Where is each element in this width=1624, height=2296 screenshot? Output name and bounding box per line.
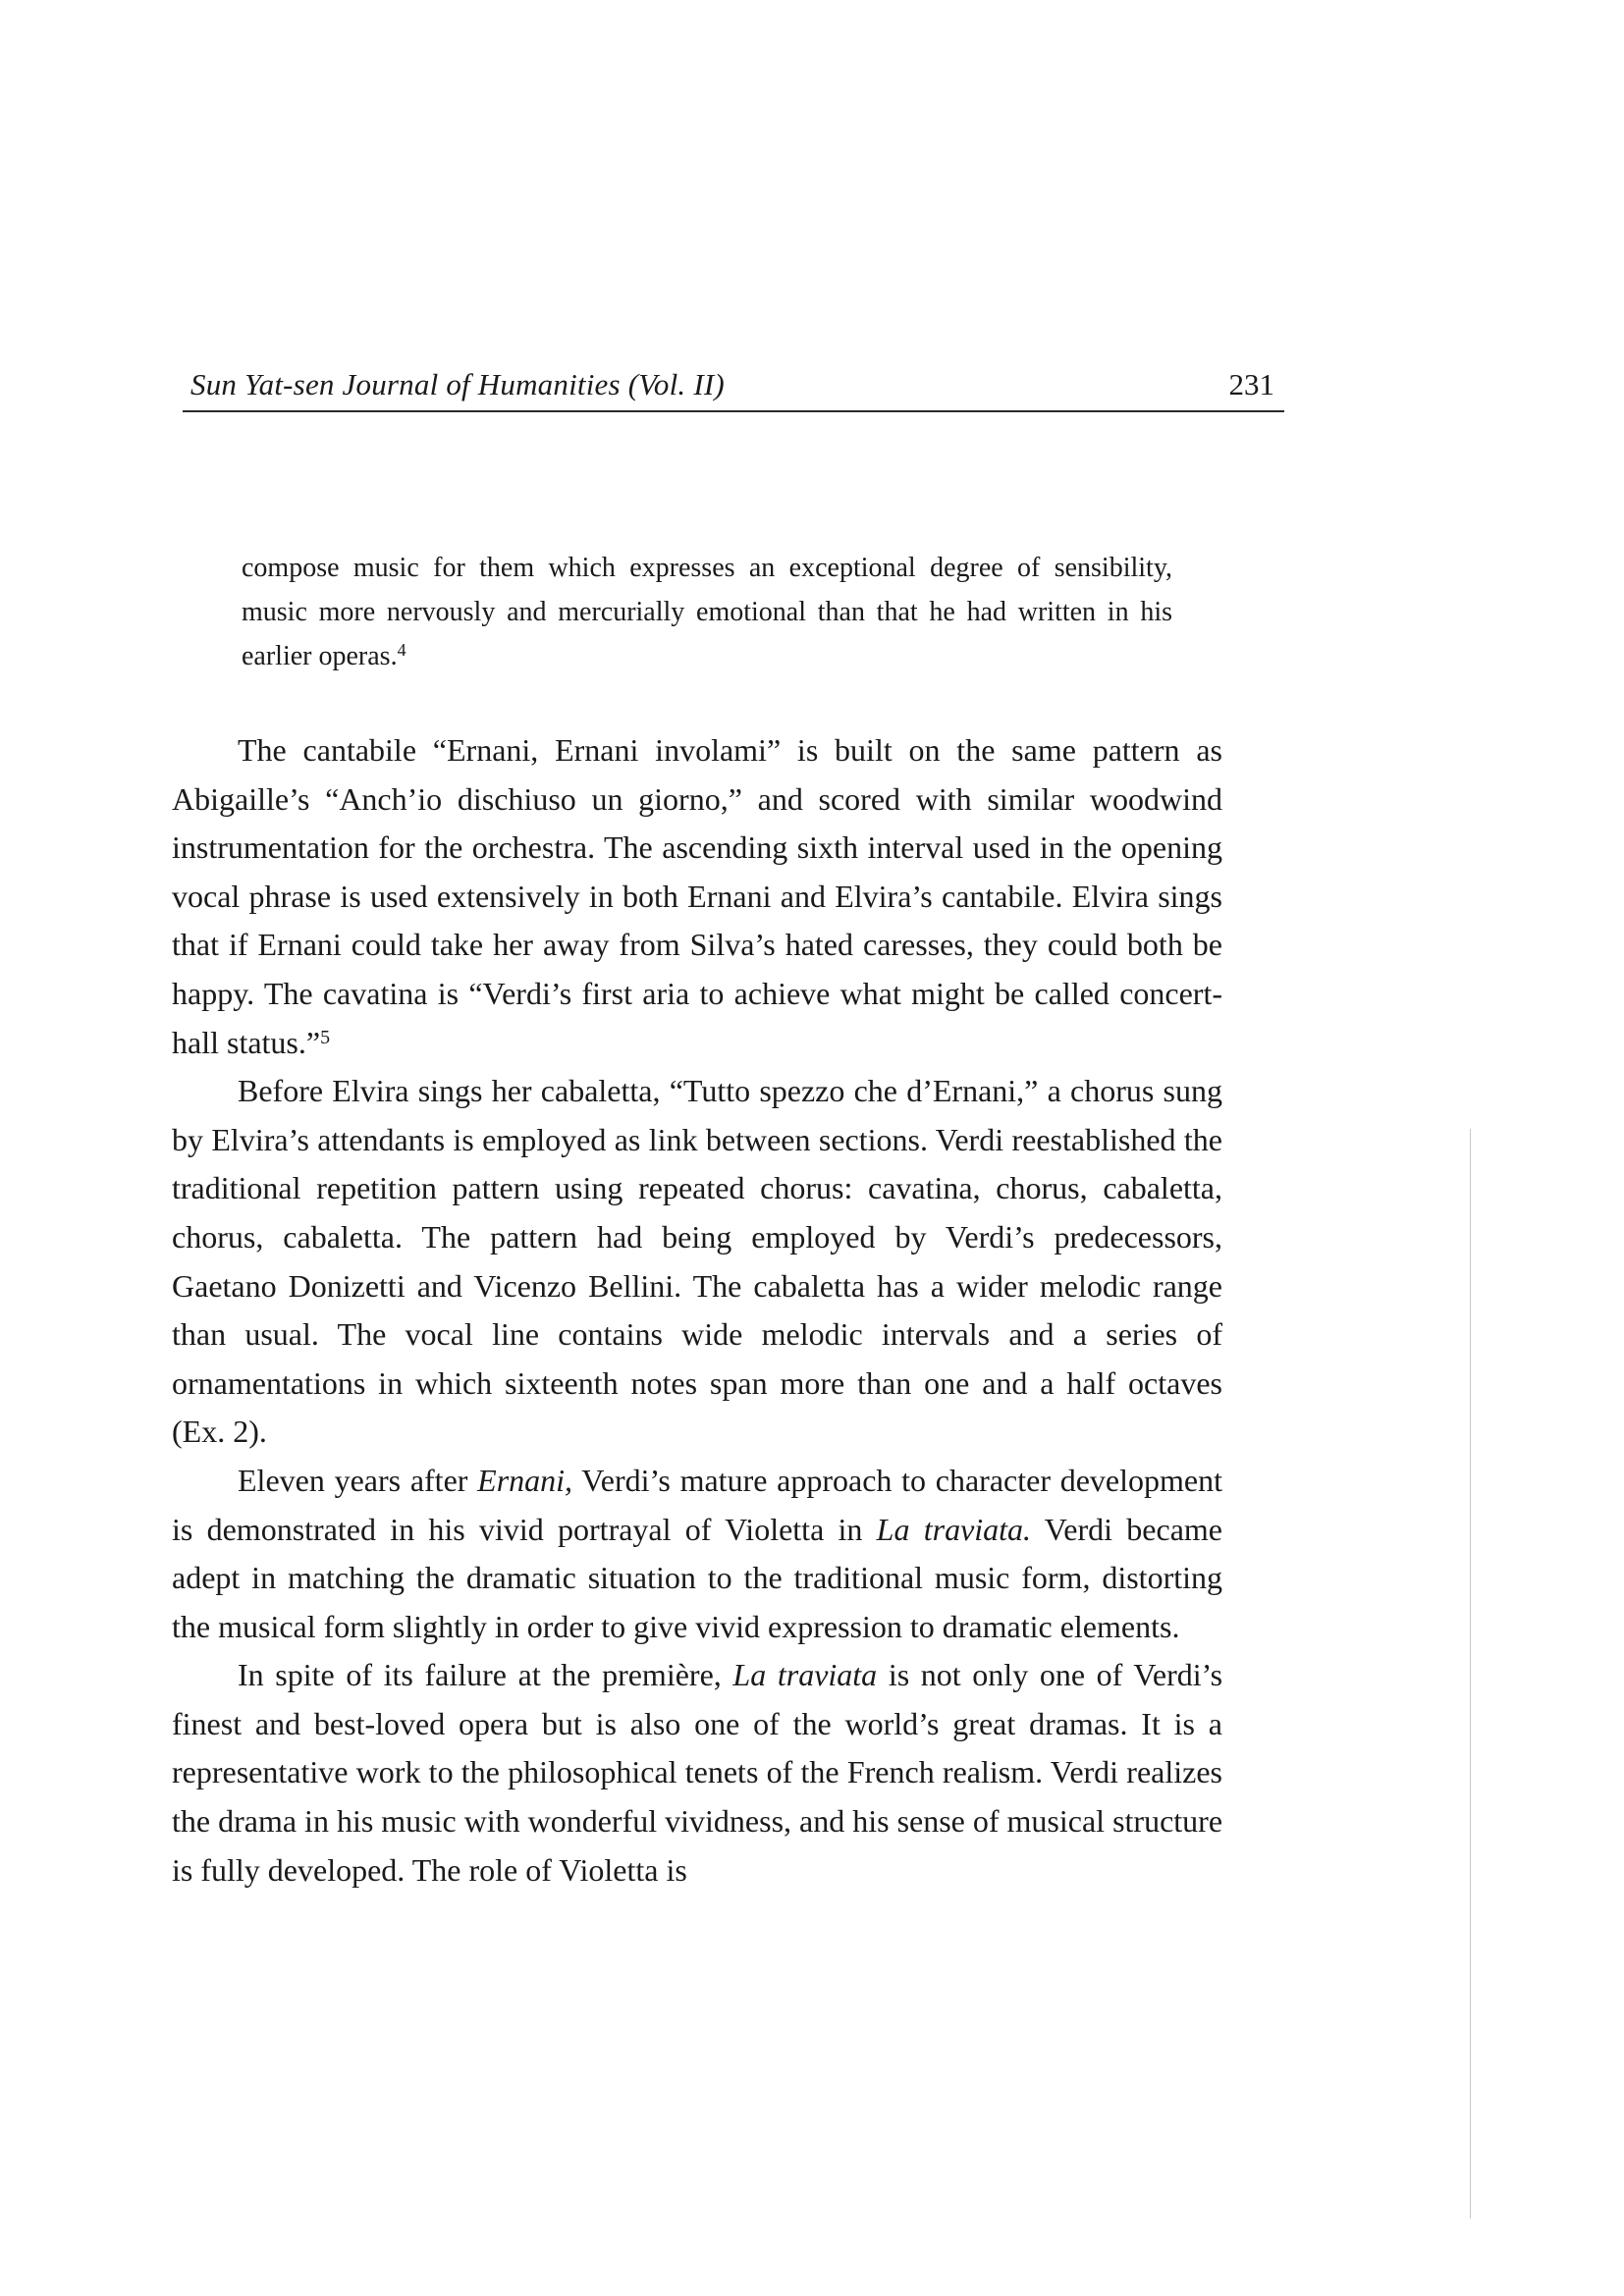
page-header — [183, 361, 1284, 412]
footnote-marker: 4 — [397, 640, 406, 660]
title-italic: Ernani, — [477, 1462, 573, 1498]
paragraph-text: is not only one of Verdi’s finest and best-loved opera but is also one of the world’s great dramas. It is a representative work to the philosophical tenets of the French realism. Verdi realizes the drama in his music with wonderful vividness, and his sense of musical structure is fully developed. The role of Violetta is — [172, 1657, 1223, 1888]
body-text — [172, 726, 1222, 1895]
scan-edge-line — [1470, 1129, 1471, 2218]
paragraph — [172, 1067, 1222, 1457]
block-quote-text: compose music for them which expresses an exceptional degree of sensibility, music more nervously and mercurially emotional than that he had written in his earlier operas. — [242, 553, 1172, 671]
page-number: 231 — [1228, 367, 1274, 401]
paragraph — [172, 726, 1222, 1067]
paragraph-text: Verdi became adept in matching the dramatic situation to the traditional music form, distorting the musical form slightly in order to give vivid expression to dramatic elements. — [172, 1511, 1223, 1644]
paragraph-text: The cantabile “Ernani, Ernani involami” is built on the same pattern as Abigaille’s “Anch’io dischiuso un giorno,” and scored with similar woodwind instrumentation for the orchestra. The ascending sixth interval used in the opening vocal phrase is used extensively in both Ernani and Elvira’s cantabile. Elvira sings that if Ernani could take her away from Silva’s hated caresses, they could both be happy. The cavatina is “Verdi’s first aria to achieve what might be called concert-hall status.” — [172, 732, 1222, 1060]
paragraph — [172, 1457, 1222, 1651]
title-italic: La traviata — [732, 1657, 878, 1693]
block-quote — [242, 546, 1172, 678]
paragraph-text: Eleven years after — [238, 1462, 478, 1498]
title-italic: La traviata. — [876, 1511, 1032, 1547]
paragraph-text: Verdi’s mature approach to character development is demonstrated in his vivid portrayal of Violetta in — [172, 1462, 1222, 1547]
paragraph-text: Before Elvira sings her cabaletta, “Tutto spezzo che d’Ernani,” a chorus sung by Elvira’s attendants is employed as link between sections. Verdi reestablished the traditional repetition pattern using repeated chorus: cavatina, chorus, cabaletta, chorus, cabaletta. The pattern had being employed by Verdi’s predecessors, Gaetano Donizetti and Vicenzo Bellini. The cabaletta has a wider melodic range than usual. The vocal line contains wide melodic intervals and a series of ornamentations in which sixteenth notes span more than one and a half octaves (Ex. 2). — [172, 1073, 1222, 1450]
paragraph-text: In spite of its failure at the première, — [238, 1657, 733, 1693]
footnote-marker: 5 — [320, 1026, 331, 1048]
paragraph — [172, 1651, 1222, 1895]
running-title: Sun Yat-sen Journal of Humanities (Vol. II) — [190, 367, 725, 401]
